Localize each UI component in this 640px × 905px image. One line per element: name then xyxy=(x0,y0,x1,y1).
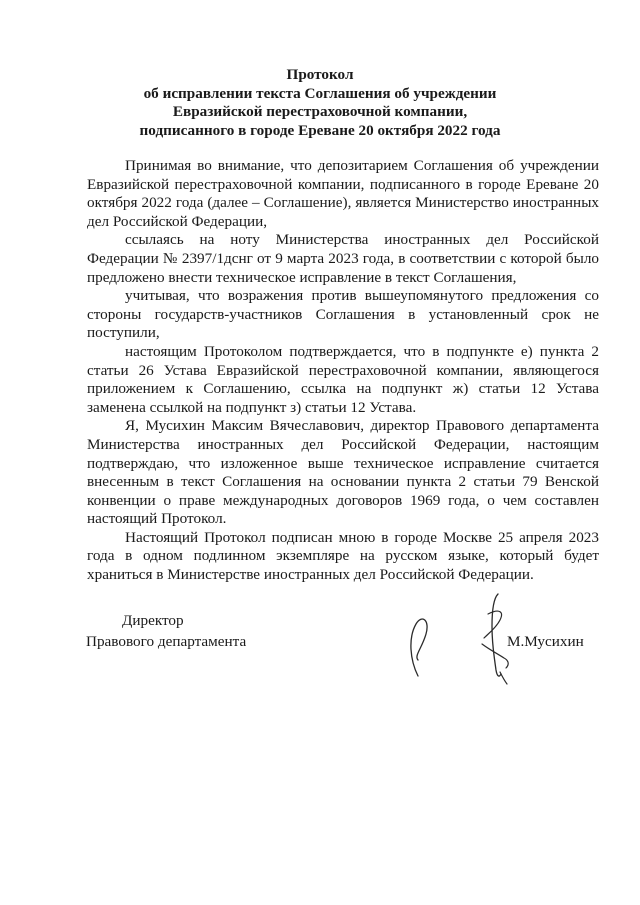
signatory-name: М.Мусихин xyxy=(507,633,584,650)
handwritten-signature xyxy=(404,590,524,690)
signatory-role-line-1: Директор xyxy=(122,612,184,629)
signature-block xyxy=(86,612,606,692)
document-subtitle-line-2: Евразийской перестраховочной компании, xyxy=(172,103,468,121)
paragraph-depositary: Принимая во внимание, что депозитарием Соглашения об учреждении Евразийской перестраховочной компании, подписанного в городе Ереване 20 октября 2022 года (далее – Соглашение), является Министерство иностранных дел Российской Федерации, xyxy=(87,157,599,230)
paragraph-no-objections: учитывая, что возражения против вышеупомянутого предложения со стороны государств-участников Соглашения в установленный срок не поступили, xyxy=(87,287,599,342)
document-header xyxy=(0,66,640,140)
document-body xyxy=(87,157,599,585)
document-subtitle-line-3: подписанного в городе Ереване 20 октября 2022 года xyxy=(139,121,501,139)
signatory-role-line-2: Правового департамента xyxy=(86,633,247,650)
paragraph-correction: настоящим Протоколом подтверждается, что в подпункте е) пункта 2 статьи 26 Устава Евразийской перестраховочной компании, являющегося приложением к Соглашению, ссылка на подпункт ж) статьи 12 Устава заменена ссылкой на подпункт з) статьи 12 Устава. xyxy=(87,342,599,416)
document-subtitle-line-1: об исправлении текста Соглашения об учреждении xyxy=(143,84,497,102)
paragraph-signing: Настоящий Протокол подписан мною в городе Москве 25 апреля 2023 года в одном подлинном экземпляре на русском языке, который будет храниться в Министерстве иностранных дел Российской Федерации. xyxy=(87,528,599,584)
paragraph-confirmation: Я, Мусихин Максим Вячеславович, директор Правового департамента Министерства иностранных дел Российской Федерации, настоящим подтверждаю, что изложенное выше техническое исправление считается внесенным в текст Соглашения на основании пункта 2 статьи 79 Венской конвенции о праве международных договоров 1969 года, о чем составлен настоящий Протокол. xyxy=(87,417,599,528)
paragraph-note-reference: ссылаясь на ноту Министерства иностранных дел Российской Федерации № 2397/1дснг от 9 марта 2023 года, в соответствии с которой было предложено внести техническое исправление в текст Соглашения, xyxy=(87,231,599,286)
document-title: Протокол xyxy=(286,66,354,83)
